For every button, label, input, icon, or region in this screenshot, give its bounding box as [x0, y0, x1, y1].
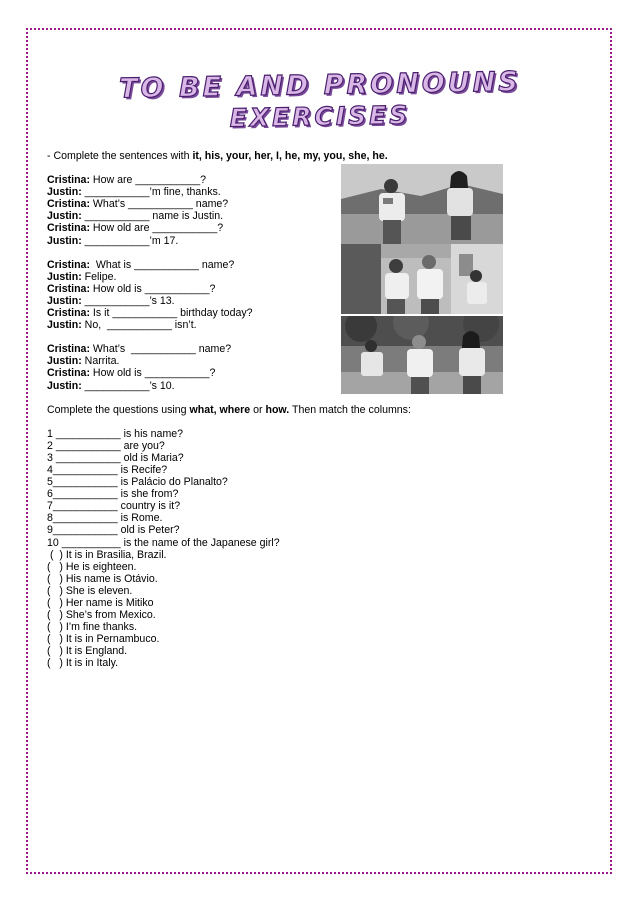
instruction-2-suffix: Then match the columns: — [289, 403, 411, 416]
question-item: 1 ___________ is his name? — [47, 427, 184, 440]
dialogue-line — [47, 319, 607, 331]
title-line-1: TO BE AND PRONOUNS — [118, 66, 521, 105]
line-text: ___________’s 13. — [81, 294, 175, 307]
speaker: Justin: — [47, 319, 82, 332]
speaker: Justin: — [47, 270, 82, 283]
line-text: How old is ___________? — [89, 367, 216, 380]
dialogue-line — [47, 222, 607, 234]
answer-item: ( ) It is in Italy. — [47, 657, 119, 670]
speaker: Justin: — [47, 210, 82, 223]
worksheet-title — [60, 66, 580, 133]
dialogue-1 — [47, 174, 607, 247]
question-item: 3 ___________ old is Maria? — [47, 451, 184, 464]
speaker: Cristina: — [47, 222, 90, 235]
question-item: 7___________ country is it? — [47, 500, 181, 513]
line-text: Narrita. — [81, 355, 120, 368]
questions-list — [47, 428, 607, 549]
answer-item: ( ) I’m fine thanks. — [47, 621, 138, 634]
answer-item: ( ) His name is Otávio. — [47, 572, 158, 585]
dialogue-line — [47, 174, 607, 186]
dialogue-line — [47, 295, 607, 307]
speaker: Cristina: — [47, 258, 90, 271]
answer-item: ( ) He is eighteen. — [47, 560, 137, 573]
dialogue-line — [47, 186, 607, 198]
title-line-2: EXERCISES — [229, 100, 411, 133]
answers-list — [47, 549, 607, 670]
question-item: 9___________ old is Peter? — [47, 524, 180, 537]
speaker: Cristina: — [47, 343, 90, 356]
speaker: Cristina: — [47, 198, 90, 211]
speaker: Justin: — [47, 234, 82, 247]
line-text: ___________ name is Justin. — [81, 210, 224, 223]
line-text: How old is ___________? — [89, 282, 216, 295]
word-how: how. — [265, 403, 290, 416]
instruction-2-text: Complete the questions using — [47, 403, 190, 416]
answer-item: ( ) She is eleven. — [47, 584, 133, 597]
dialogue-line — [47, 307, 607, 319]
instruction-1-text: - Complete the sentences with — [47, 150, 193, 162]
line-text: ___________’m 17. — [81, 234, 179, 247]
question-item: 10 __________ is the name of the Japanese girl? — [47, 536, 280, 549]
line-text: ___________’m fine, thanks. — [81, 186, 221, 199]
line-text: What is ___________ name? — [89, 258, 235, 271]
dialogue-line — [47, 271, 607, 283]
photo-group-house — [341, 244, 503, 314]
instruction-1 — [47, 150, 607, 162]
speaker: Justin: — [47, 379, 82, 392]
dialogue-line — [47, 235, 607, 247]
worksheet-content — [47, 150, 607, 670]
word-where: where — [219, 403, 251, 416]
line-text: What’s ___________ name? — [89, 343, 232, 356]
instruction-1-words: it, his, your, her, I, he, my, you, she, he. — [192, 150, 388, 162]
speaker: Justin: — [47, 294, 82, 307]
line-text: Felipe. — [81, 270, 117, 283]
speaker: Justin: — [47, 186, 82, 199]
line-text: No, ___________ isn’t. — [81, 319, 197, 332]
dialogue-line — [47, 198, 607, 210]
question-item: 2 ___________ are you? — [47, 439, 165, 452]
line-text: How are ___________? — [89, 174, 207, 187]
dialogue-2 — [47, 259, 607, 332]
question-item: 5___________ is Palácio do Planalto? — [47, 476, 228, 489]
instruction-2-or: or — [250, 403, 266, 416]
line-text: What’s ___________ name? — [89, 198, 229, 211]
answer-item: ( ) It is in Pernambuco. — [47, 633, 160, 646]
line-text: How old are ___________? — [89, 222, 224, 235]
dialogue-3 — [47, 343, 607, 391]
dialogue-line — [47, 355, 607, 367]
answer-item: ( ) It is England. — [47, 645, 128, 658]
line-text: ___________’s 10. — [81, 379, 175, 392]
dialogue-line — [47, 210, 607, 222]
speaker: Cristina: — [47, 307, 90, 320]
answer-item: ( ) It is in Brasilia, Brazil. — [47, 548, 167, 561]
photo-group-trees — [341, 316, 503, 394]
speaker: Cristina: — [47, 174, 90, 187]
question-item: 8___________ is Rome. — [47, 512, 163, 525]
speaker: Cristina: — [47, 367, 90, 380]
dialogue-line — [47, 259, 607, 271]
answer-item: ( ) She’s from Mexico. — [47, 609, 156, 622]
photo-two-teens — [341, 164, 503, 244]
dialogue-line — [47, 367, 607, 379]
question-item: 6___________ is she from? — [47, 488, 179, 501]
answer-item: ( ) Her name is Mitiko — [47, 597, 154, 609]
word-what: what, — [189, 403, 217, 416]
dialogue-line — [47, 283, 607, 295]
question-item: 4___________ is Recife? — [47, 463, 168, 476]
instruction-2 — [47, 404, 607, 416]
speaker: Justin: — [47, 355, 82, 368]
dialogue-line — [47, 343, 607, 355]
dialogue-line — [47, 380, 607, 392]
line-text: Is it ___________ birthday today? — [89, 307, 253, 320]
speaker: Cristina: — [47, 282, 90, 295]
